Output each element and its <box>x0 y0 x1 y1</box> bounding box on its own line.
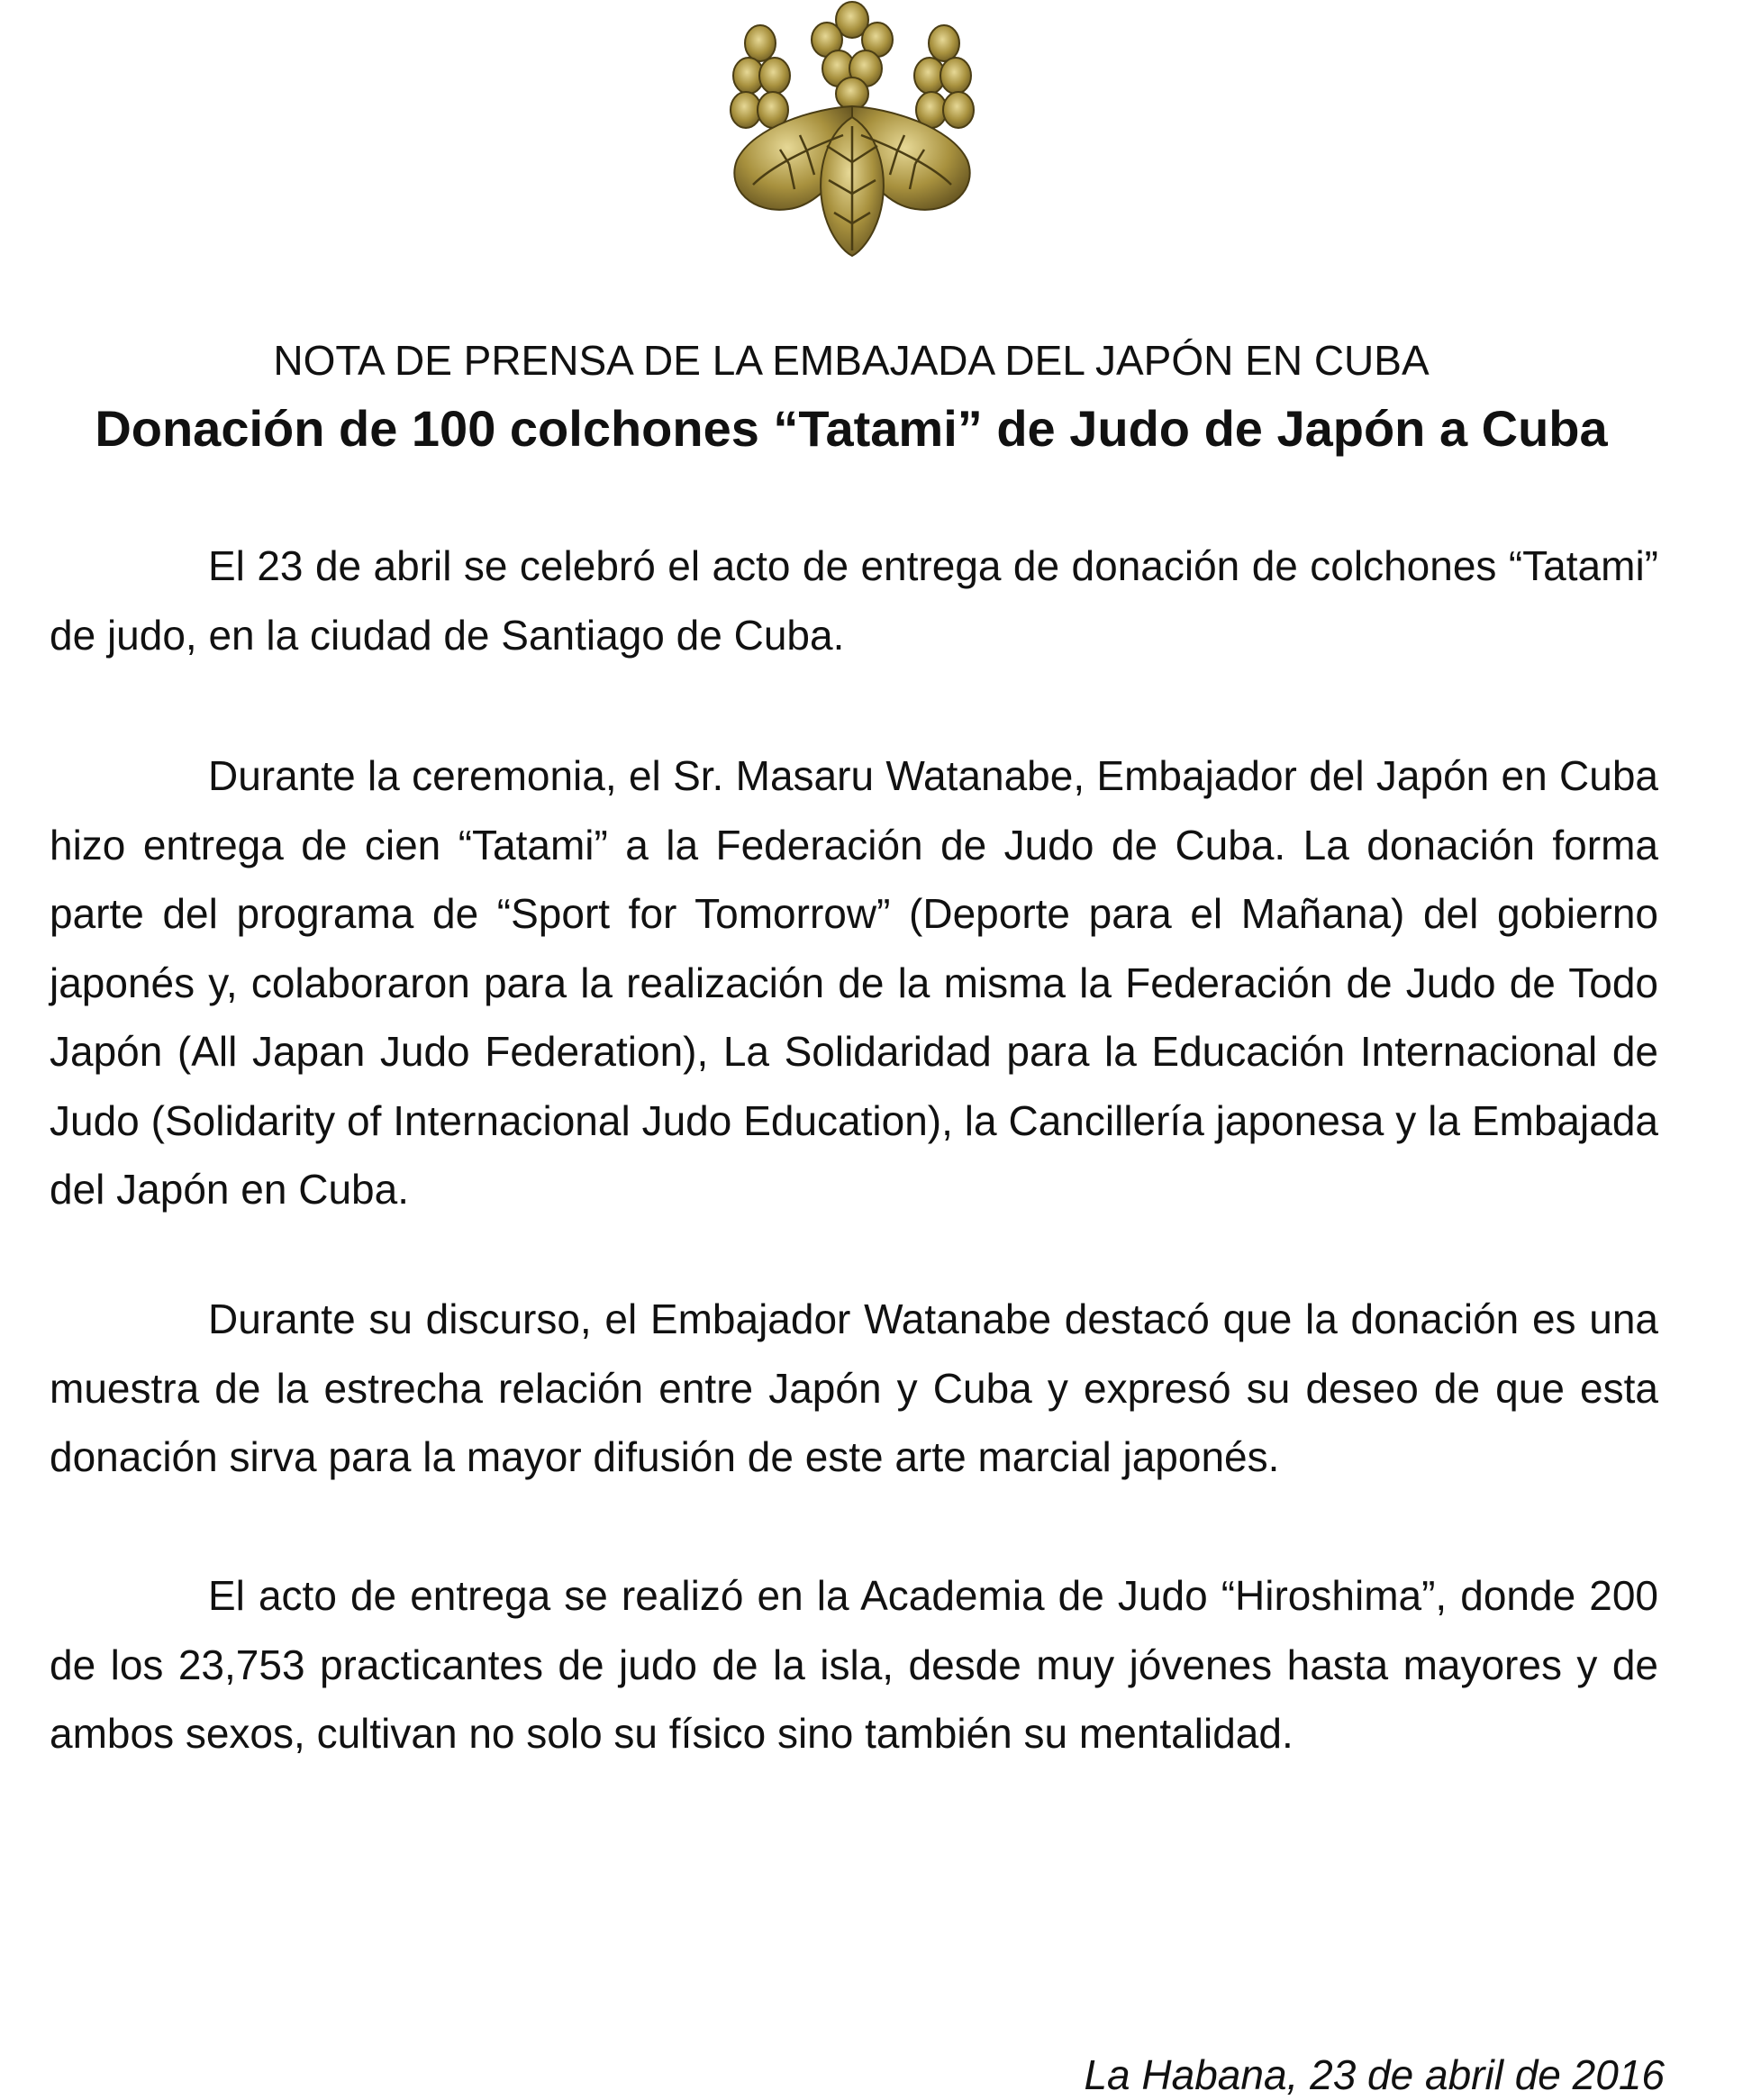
body-paragraph-4 <box>50 1561 1658 1768</box>
body-paragraph-2 <box>50 741 1658 1224</box>
body-paragraph-3 <box>50 1285 1658 1492</box>
page-title: Donación de 100 colchones “Tatami” de Judo de Japón a Cuba <box>95 400 1608 457</box>
paragraph-text: El 23 de abril se celebró el acto de entrega de donación de colchones “Tatami” de judo, en la ciudad de Santiago de Cuba. <box>50 542 1658 659</box>
press-release-kicker: NOTA DE PRENSA DE LA EMBAJADA DEL JAPÓN EN CUBA <box>273 337 1430 384</box>
paulownia-crest-icon <box>717 0 987 257</box>
paragraph-text: Durante la ceremonia, el Sr. Masaru Watanabe, Embajador del Japón en Cuba hizo entrega de cien “Tatami” a la Federación de Judo de Cuba. La donación forma parte del programa de “Sport for Tomorrow” (Deporte para el Mañana) del gobierno japonés y, colaboraron para la realización de la misma la Federación de Judo de Todo Japón (All Japan Judo Federation), La Solidaridad para la Educación Internacional de Judo (Solidarity of Internacional Judo Education), la Cancillería japonesa y la Embajada del Japón en Cuba. <box>50 752 1658 1213</box>
paragraph-text: Durante su discurso, el Embajador Watanabe destacó que la donación es una muestra de la estrecha relación entre Japón y Cuba y expresó su deseo de que esta donación sirva para la mayor difusión de este arte marcial japonés. <box>50 1295 1658 1480</box>
paragraph-text: El acto de entrega se realizó en la Academia de Judo “Hiroshima”, donde 200 de los 23,753 practicantes de judo de la isla, desde muy jóvenes hasta mayores y de ambos sexos, cultivan no solo su físico sino también su mentalidad. <box>50 1572 1658 1757</box>
dateline: La Habana, 23 de abril de 2016 <box>1084 2051 1665 2098</box>
body-paragraph-1 <box>50 532 1658 669</box>
